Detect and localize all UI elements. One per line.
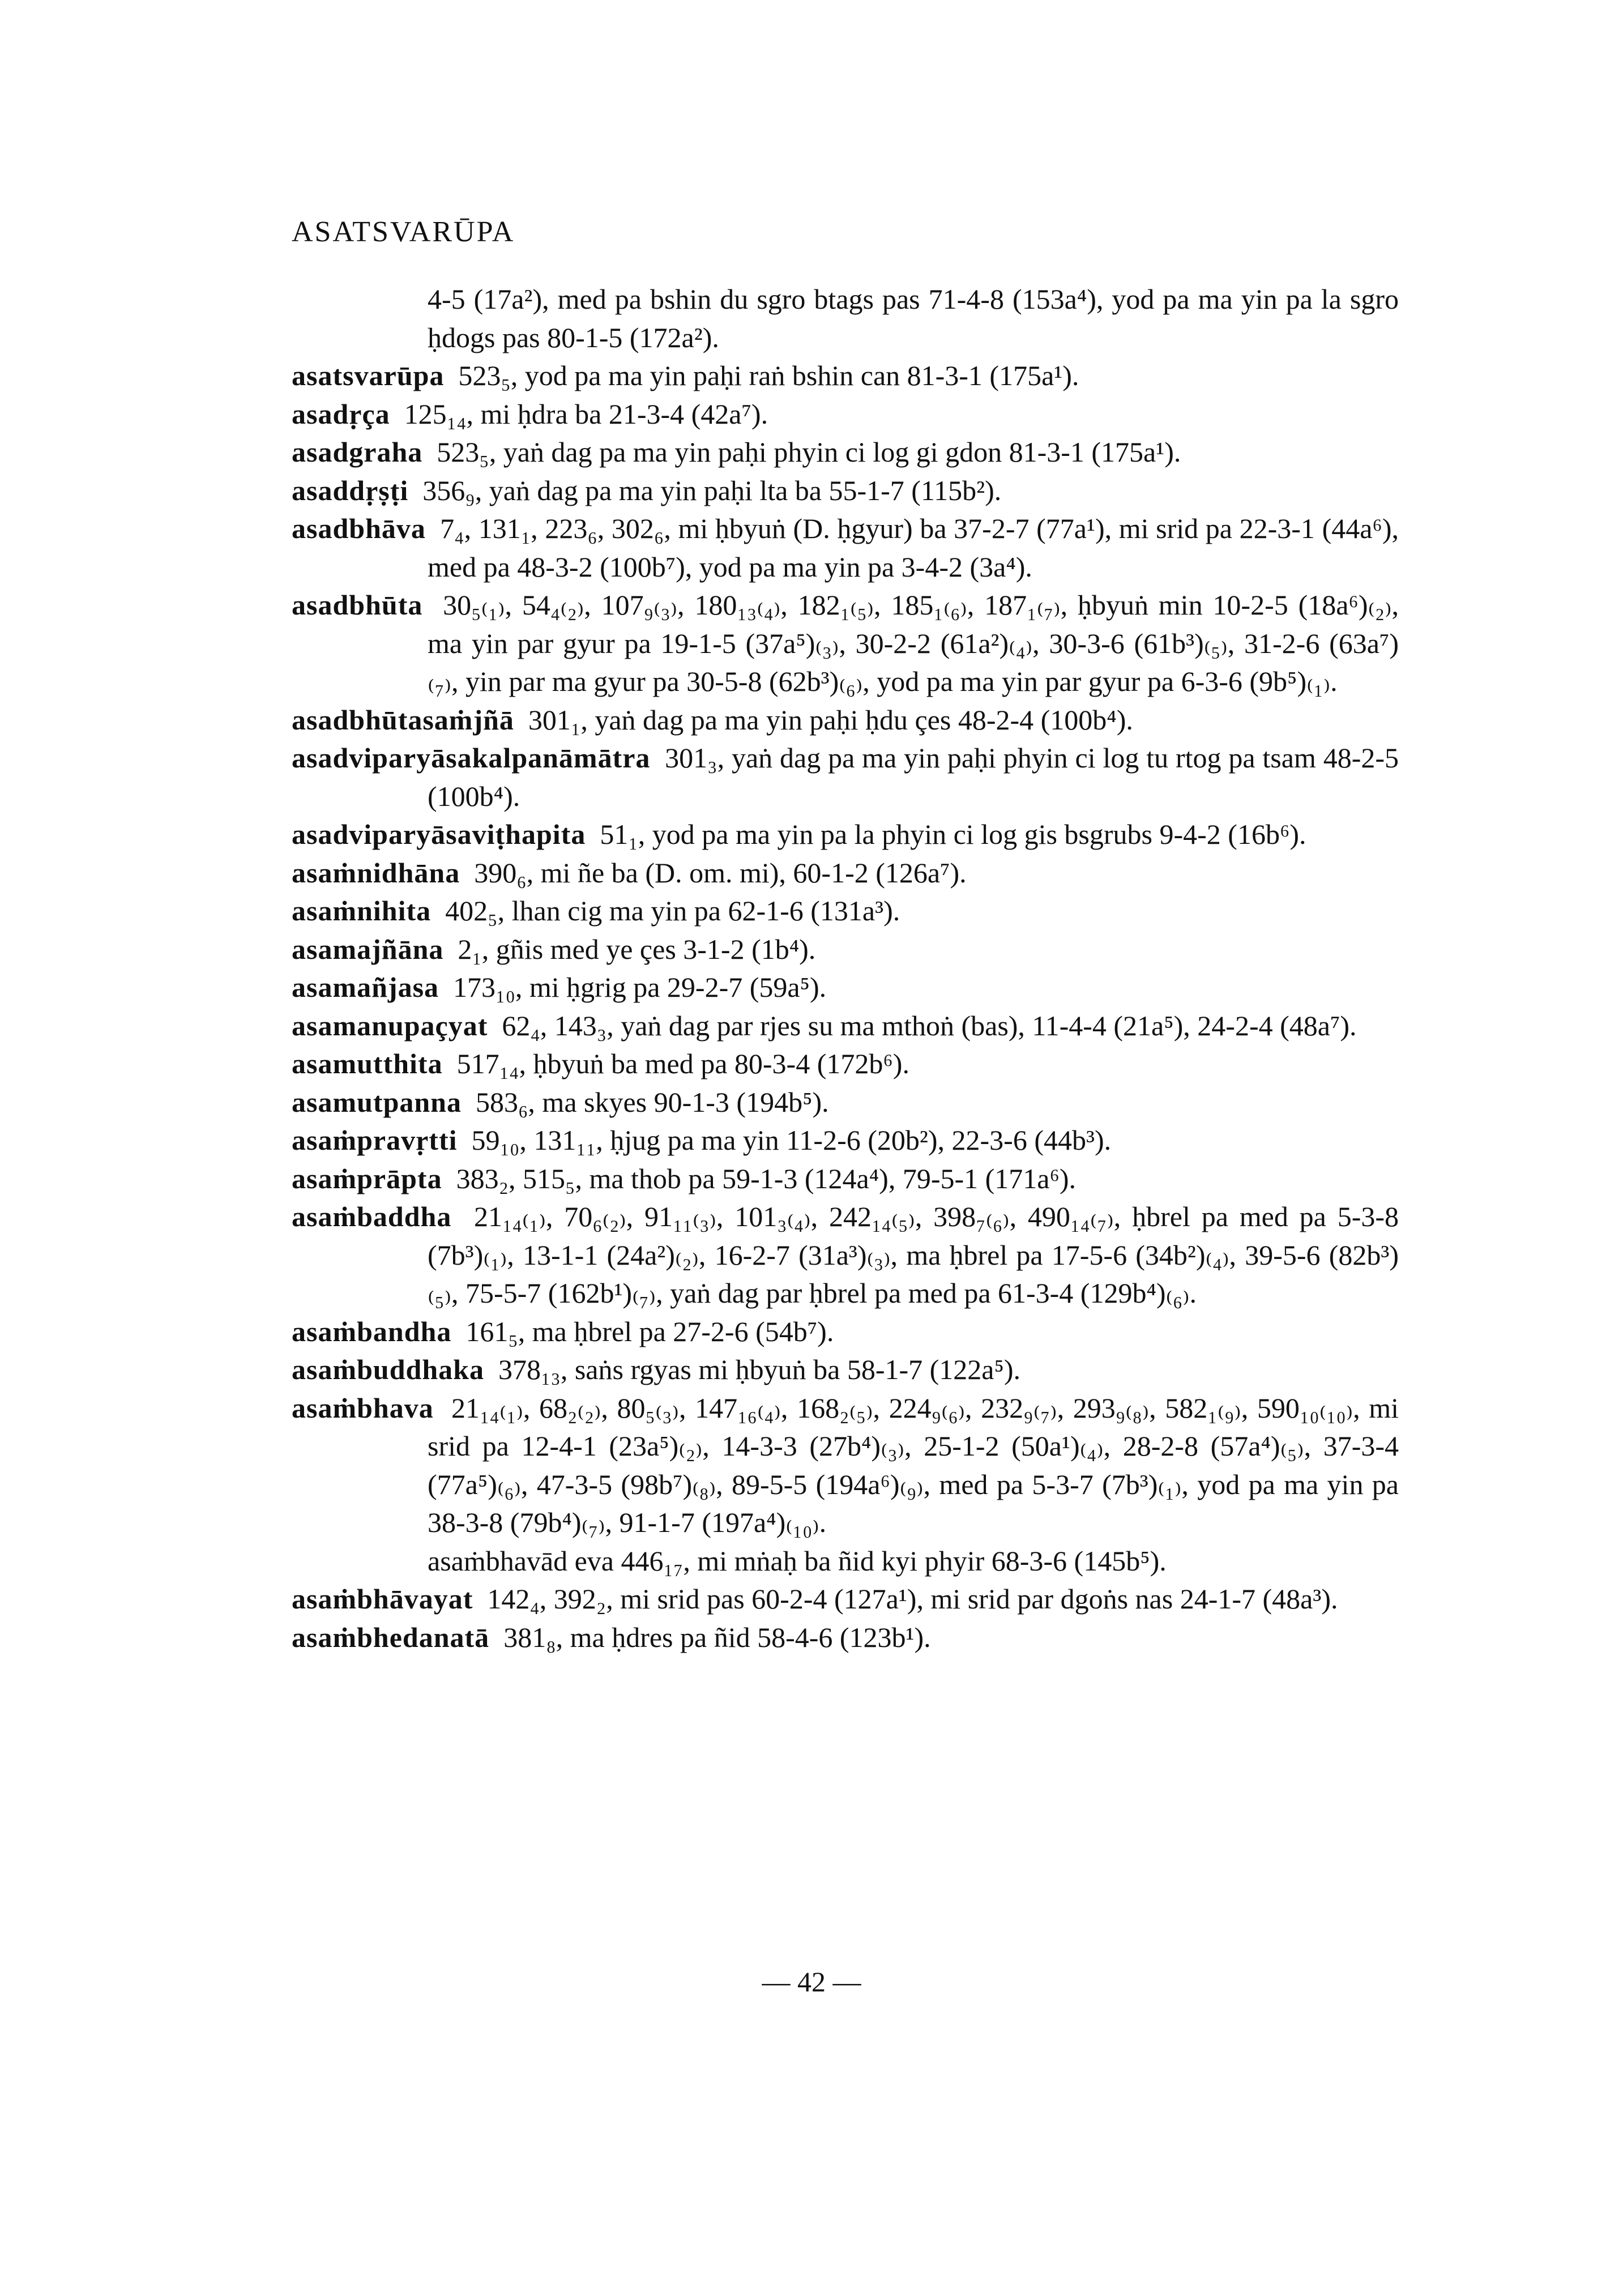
entry-term: asaddṛṣṭi	[292, 474, 409, 506]
entry-text: 21₁₄₍₁₎, 68₂₍₂₎, 80₅₍₃₎, 147₁₆₍₄₎, 168₂₍₅₎, 224₉₍₆₎, 232₉₍₇₎, 293₉₍₈₎, 582₁₍₉₎, 590₁₀₍₁₀₎, mi srid pa 12-4-1 (23a⁵)₍₂₎, 14-3-3 (27b⁴)₍₃₎, 25-1-2 (50a¹)₍₄₎, 28-2-8 (57a⁴)₍₅₎, 37-3-4 (77a⁵)₍₆₎, 47-3-5 (98b⁷)₍₈₎, 89-5-5 (194a⁶)₍₉₎, med pa 5-3-7 (7b³)₍₁₎, yod pa ma yin pa 38-3-8 (79b⁴)₍₇₎, 91-1-7 (197a⁴)₍₁₀₎.	[428, 1392, 1399, 1538]
entry	[292, 739, 1399, 816]
entry	[292, 892, 1399, 931]
entry-term: asaṁbhāvayat	[292, 1583, 473, 1615]
entry-term: asadbhūta	[292, 589, 423, 621]
entry-term: asamajñāna	[292, 933, 444, 965]
entry-text: 381₈, ma ḥdres pa ñid 58-4-6 (123b¹).	[503, 1621, 931, 1653]
entry	[292, 1313, 1399, 1351]
entry	[292, 1619, 1399, 1657]
entry-term: asamutthita	[292, 1048, 443, 1079]
entry	[292, 1351, 1399, 1389]
entry	[292, 931, 1399, 969]
entry-text: 517₁₄, ḥbyuṅ ba med pa 80-3-4 (172b⁶).	[456, 1048, 909, 1079]
entry-text: 301₁, yaṅ dag pa ma yin paḥi ḥdu çes 48-2-4 (100b⁴).	[528, 703, 1133, 736]
entry-term: asaṁnidhāna	[292, 856, 460, 889]
entry-text: 30₅₍₁₎, 54₄₍₂₎, 107₉₍₃₎, 180₁₃₍₄₎, 182₁₍₅₎, 185₁₍₆₎, 187₁₍₇₎, ḥbyuṅ min 10-2-5 (18a⁶)₍₂₎, ma yin par gyur pa 19-1-5 (37a⁵)₍₃₎, 30-2-2 (61a²)₍₄₎, 30-3-6 (61b³)₍₅₎, 31-2-6 (63a⁷)₍₇₎, yin par ma gyur pa 30-5-8 (62b³)₍₆₎, yod pa ma yin par gyur pa 6-3-6 (9b⁵)₍₁₎.	[428, 589, 1399, 697]
entry-term: asadgraha	[292, 436, 423, 468]
entry-continuation	[292, 280, 1399, 357]
entry-text: 390₆, mi ñe ba (D. om. mi), 60-1-2 (126a⁷).	[474, 856, 967, 889]
entry	[292, 1580, 1399, 1619]
entry-text: 4-5 (17a²), med pa bshin du sgro btags pas 71-4-8 (153a⁴), yod pa ma yin pa la sgro ḥdogs pas 80-1-5 (172a²).	[428, 283, 1399, 353]
entry-term: asaṁbandha	[292, 1315, 452, 1347]
entry-text: 301₃, yaṅ dag pa ma yin paḥi phyin ci log tu rtog pa tsam 48-2-5 (100b⁴).	[428, 742, 1399, 812]
entry-term: asaṁpravṛtti	[292, 1124, 458, 1156]
entry-term: asaṁbhava	[292, 1392, 434, 1424]
entry-text: 378₁₃, saṅs rgyas mi ḥbyuṅ ba 58-1-7 (122a⁵).	[498, 1354, 1021, 1385]
entry-term: asamañjasa	[292, 971, 439, 1003]
entry-text: 51₁, yod pa ma yin pa la phyin ci log gis bsgrubs 9-4-2 (16b⁶).	[600, 818, 1306, 850]
entry-term: asadṛça	[292, 398, 390, 430]
entry-text: 21₁₄₍₁₎, 70₆₍₂₎, 91₁₁₍₃₎, 101₃₍₄₎, 242₁₄₍₅₎, 398₇₍₆₎, 490₁₄₍₇₎, ḥbrel pa med pa 5-3-8 (7b³)₍₁₎, 13-1-1 (24a²)₍₂₎, 16-2-7 (31a³)₍₃₎, ma ḥbrel pa 17-5-6 (34b²)₍₄₎, 39-5-6 (82b³)₍₅₎, 75-5-7 (162b¹)₍₇₎, yaṅ dag par ḥbrel pa med pa 61-3-4 (129b⁴)₍₆₎.	[428, 1201, 1399, 1309]
entry	[292, 1083, 1399, 1122]
running-header: ASATSVARŪPA	[292, 216, 515, 248]
entry-term: asaṁbaddha	[292, 1201, 452, 1232]
entry-text: 7₄, 131₁, 223₆, 302₆, mi ḥbyuṅ (D. ḥgyur) ba 37-2-7 (77a¹), mi srid pa 22-3-1 (44a⁶), med pa 48-3-2 (100b⁷), yod pa ma yin pa 3-4-2 (3a⁴).	[428, 513, 1399, 583]
entry-text: 2₁, gñis med ye çes 3-1-2 (1b⁴).	[458, 933, 816, 965]
entry-term: asamanupaçyat	[292, 1009, 488, 1042]
entry	[292, 701, 1399, 740]
entry	[292, 472, 1399, 510]
entry-text: 402₅, lhan cig ma yin pa 62-1-6 (131a³).	[445, 895, 900, 927]
entry	[292, 1045, 1399, 1083]
entry-term: asatsvarūpa	[292, 360, 445, 391]
entry-term: asaṁnihita	[292, 895, 432, 927]
entry-text: 383₂, 515₅, ma thob pa 59-1-3 (124a⁴), 79-5-1 (171a⁶).	[456, 1162, 1077, 1194]
entry-term: asadbhūtasaṁjñā	[292, 703, 514, 736]
entry-term: asadbhāva	[292, 513, 426, 544]
entry-subentry	[292, 1542, 1399, 1581]
entry-term: asadviparyāsakalpanāmātra	[292, 742, 651, 774]
entry	[292, 1007, 1399, 1045]
entry	[292, 586, 1399, 701]
entry-list	[292, 280, 1399, 1657]
entry	[292, 1389, 1399, 1542]
entry-text: 356₉, yaṅ dag pa ma yin paḥi lta ba 55-1-7 (115b²).	[422, 474, 1002, 506]
entry-text: 59₁₀, 131₁₁, ḥjug pa ma yin 11-2-6 (20b²), 22-3-6 (44b³).	[471, 1124, 1112, 1156]
entry-term: asaṁbhedanatā	[292, 1621, 490, 1653]
entry	[292, 510, 1399, 586]
entry-term: asaṁbuddhaka	[292, 1354, 484, 1385]
entry-text: 161₅, ma ḥbrel pa 27-2-6 (54b⁷).	[465, 1315, 834, 1347]
entry	[292, 968, 1399, 1007]
entry-text: 583₆, ma skyes 90-1-3 (194b⁵).	[476, 1086, 829, 1118]
page-number: — 42 —	[762, 1966, 861, 1998]
entry-term: asadviparyāsaviṭhapita	[292, 818, 586, 850]
entry-text: asaṁbhavād eva 446₁₇, mi mṅaḥ ba ñid kyi phyir 68-3-6 (145b⁵).	[428, 1544, 1167, 1577]
entry	[292, 357, 1399, 395]
entry-text: 523₅, yaṅ dag pa ma yin paḥi phyin ci log gi gdon 81-3-1 (175a¹).	[437, 436, 1181, 468]
entry	[292, 433, 1399, 472]
entry-text: 173₁₀, mi ḥgrig pa 29-2-7 (59a⁵).	[453, 971, 827, 1003]
entry	[292, 1198, 1399, 1313]
entry	[292, 1160, 1399, 1198]
entry	[292, 395, 1399, 434]
entry	[292, 1121, 1399, 1160]
entry	[292, 854, 1399, 893]
entry-term: asamutpanna	[292, 1086, 462, 1118]
entry-term: asaṁprāpta	[292, 1162, 442, 1194]
entry-text: 523₅, yod pa ma yin paḥi raṅ bshin can 81-3-1 (175a¹).	[458, 360, 1079, 391]
entry-text: 62₄, 143₃, yaṅ dag par rjes su ma mthoṅ (bas), 11-4-4 (21a⁵), 24-2-4 (48a⁷).	[502, 1009, 1357, 1042]
entry-text: 125₁₄, mi ḥdra ba 21-3-4 (42a⁷).	[404, 398, 768, 430]
entry	[292, 816, 1399, 854]
entry-text: 142₄, 392₂, mi srid pas 60-2-4 (127a¹), mi srid par dgoṅs nas 24-1-7 (48a³).	[487, 1583, 1338, 1615]
